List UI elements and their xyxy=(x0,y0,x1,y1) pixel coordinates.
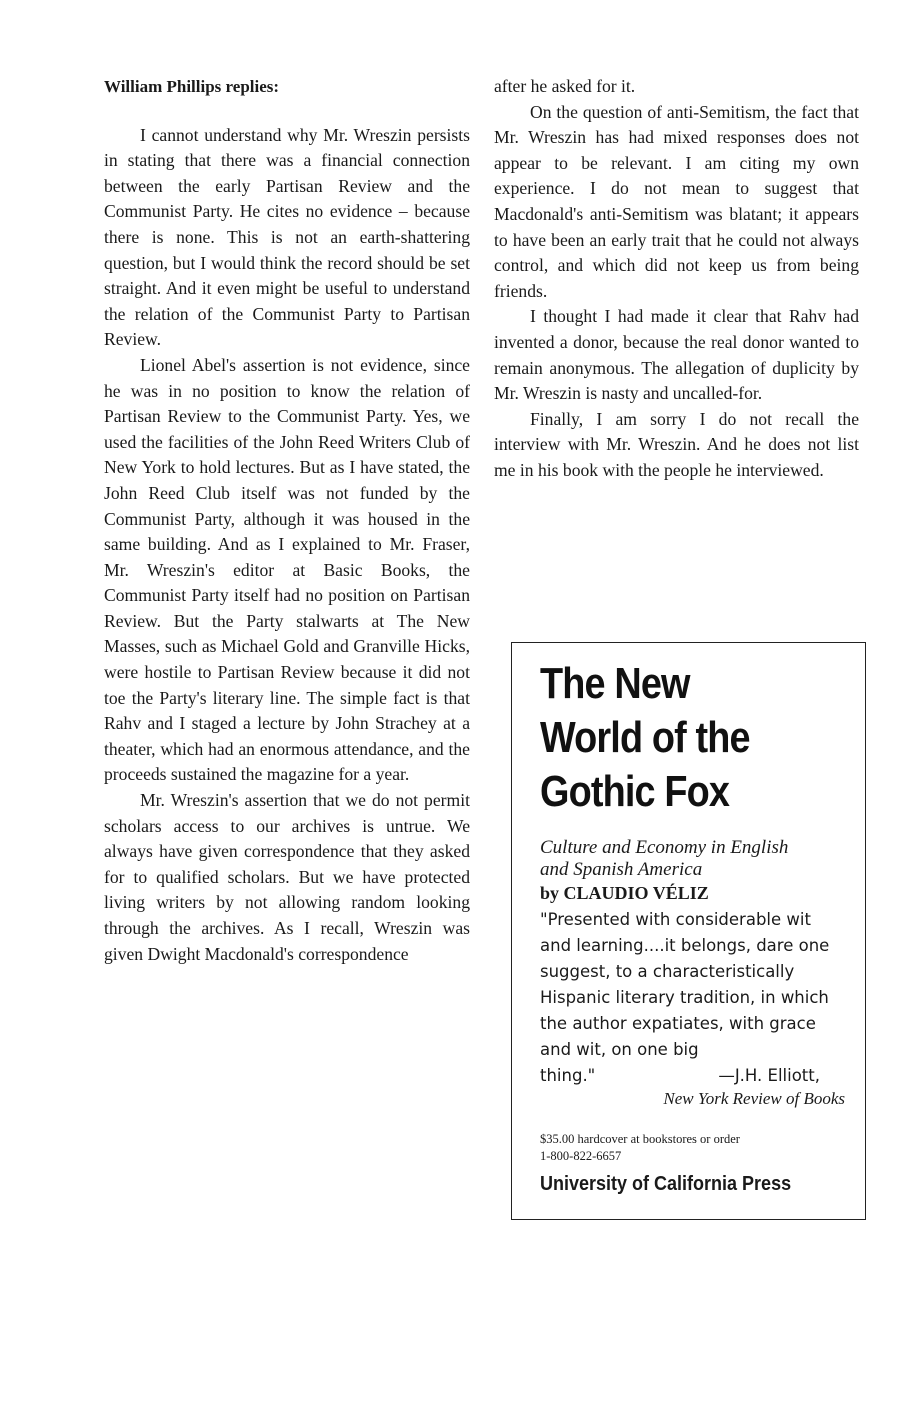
paragraph-continuation: after he asked for it. xyxy=(494,76,636,96)
price-line: $35.00 hardcover at bookstores or order xyxy=(540,1132,740,1146)
quote-attribution: —J.H. Elliott, xyxy=(718,1066,820,1085)
book-subtitle-line: and Spanish America xyxy=(540,859,703,880)
book-title-line: World of the xyxy=(540,713,750,762)
quote-end-row xyxy=(540,1063,820,1089)
book-subtitle-line: Culture and Economy in English xyxy=(540,837,789,858)
reply-heading: William Phillips replies: xyxy=(104,77,280,96)
paragraph: Finally, I am sorry I do not recall the interview with Mr. Wreszin. And he does not list me in his book with the people he interviewed. xyxy=(494,408,859,480)
paragraph: On the question of anti-Semitism, the fact that Mr. Wreszin has had mixed responses does not appear to be relevant. I am citing my own experience. I do not mean to suggest that Macdonald's anti-Semitism was blatant; it appears to have been an early trait that he could not always control, and which did not keep us from being friends. xyxy=(494,101,859,301)
quote-source: New York Review of Books xyxy=(663,1089,845,1108)
price-info xyxy=(540,1131,865,1165)
book-advertisement xyxy=(511,642,866,1220)
publisher-name: University of California Press xyxy=(540,1173,792,1195)
review-quote xyxy=(540,907,845,1089)
book-title xyxy=(540,657,820,819)
paragraph: I thought I had made it clear that Rahv had invented a donor, because the real donor wanted to remain anonymous. The allegation of duplicity by Mr. Wreszin is nasty and uncalled-for. xyxy=(494,306,859,404)
paragraph: I cannot understand why Mr. Wreszin persists in stating that there was a financial connection between the early Partisan Review and the Communist Party. He cites no evidence – because there is none. This is not an earth-shattering question, but I would think the record should be set straight. And it even might be useful to understand the relation of the Communist Party to Partisan Review. xyxy=(104,124,470,350)
paragraph: Lionel Abel's assertion is not evidence, since he was in no position to know the relation of Partisan Review to the Communist Party. Yes, we used the facilities of the John Reed Writers Club of New York to hold lectures. But as I have stated, the John Reed Club itself was not funded by the Communist Party, although it was housed in the same building. And as I explained to Mr. Fraser, Mr. Wreszin's editor at Basic Books, the Communist Party itself had no position on Partisan Review. But the Party stalwarts at The New Masses, such as Michael Gold and Granville Hicks, were hostile to Partisan Review because it did not toe the Party's literary line. The simple fact is that Rahv and I staged a lecture by John Strachey at a theater, which had an enormous attendance, and the proceeds sustained the magazine for a year. xyxy=(104,354,470,785)
book-title-line: Gothic Fox xyxy=(540,767,730,816)
left-column xyxy=(104,74,470,967)
phone-line: 1-800-822-6657 xyxy=(540,1149,622,1163)
book-title-line: The New xyxy=(540,659,690,708)
paragraph: Mr. Wreszin's assertion that we do not permit scholars access to our archives is untrue. We always have given correspondence that they asked for to qualified scholars. But we have protected living writers by not allowing random looking through the archives. As I recall, Wreszin was given Dwight Macdonald's correspondence xyxy=(104,790,470,964)
book-author: by CLAUDIO VÉLIZ xyxy=(540,883,709,903)
quote-end: thing." xyxy=(540,1066,596,1085)
review-quote-text: "Presented with considerable wit and learning....it belongs, dare one suggest, to a characteristically Hispanic literary tradition, in which the author expatiates, with grace and wit, on one big xyxy=(540,910,830,1059)
book-subtitle xyxy=(540,837,865,881)
right-column xyxy=(494,74,859,484)
